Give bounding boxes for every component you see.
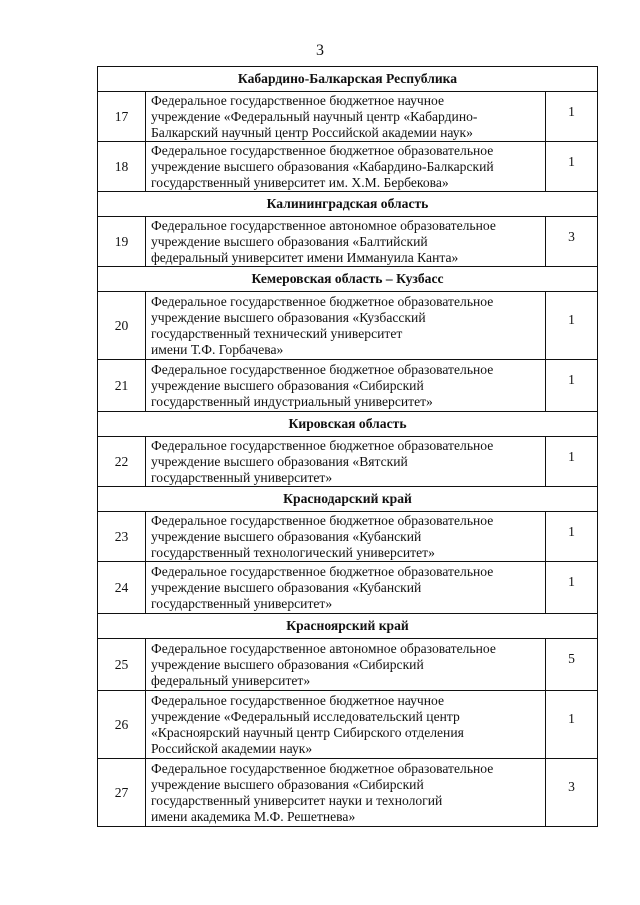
- row-number: 25: [98, 639, 146, 691]
- row-number: 23: [98, 512, 146, 562]
- table-row: [98, 217, 598, 267]
- table-row: [98, 691, 598, 759]
- quantity: 1: [546, 292, 598, 360]
- table-row: [98, 759, 598, 827]
- quantity: 3: [546, 759, 598, 827]
- table-row: [98, 437, 598, 487]
- row-number: 24: [98, 562, 146, 614]
- row-number: 17: [98, 92, 146, 142]
- quantity: 1: [546, 142, 598, 192]
- region-header-row: [98, 614, 598, 639]
- region-name: Кабардино-Балкарская Республика: [98, 67, 598, 92]
- institution-name: Федеральное государственное автономное образовательное учреждение высшего образования «Балтийский федеральный университет имени Иммануила Канта»: [146, 217, 546, 267]
- table-row: [98, 512, 598, 562]
- table-row: [98, 142, 598, 192]
- region-header-row: [98, 487, 598, 512]
- row-number: 21: [98, 360, 146, 412]
- region-header-row: [98, 192, 598, 217]
- institution-name: Федеральное государственное бюджетное образовательное учреждение высшего образования «Вятский государственный университет»: [146, 437, 546, 487]
- quantity: 1: [546, 92, 598, 142]
- row-number: 19: [98, 217, 146, 267]
- region-name: Кировская область: [98, 412, 598, 437]
- institution-name: Федеральное государственное бюджетное образовательное учреждение высшего образования «Кабардино-Балкарский государственный университет им. Х.М. Бербекова»: [146, 142, 546, 192]
- region-header-row: [98, 267, 598, 292]
- quantity: 1: [546, 691, 598, 759]
- quantity: 1: [546, 512, 598, 562]
- institution-name: Федеральное государственное бюджетное образовательное учреждение высшего образования «Сибирский государственный университет науки и технологий имени академика М.Ф. Решетнева»: [146, 759, 546, 827]
- row-number: 18: [98, 142, 146, 192]
- table-row: [98, 292, 598, 360]
- table-row: [98, 639, 598, 691]
- institutions-table: [97, 66, 598, 827]
- region-name: Калининградская область: [98, 192, 598, 217]
- quantity: 5: [546, 639, 598, 691]
- institution-name: Федеральное государственное бюджетное образовательное учреждение высшего образования «Кубанский государственный университет»: [146, 562, 546, 614]
- table-row: [98, 360, 598, 412]
- institution-name: Федеральное государственное бюджетное образовательное учреждение высшего образования «Кубанский государственный технологический университет»: [146, 512, 546, 562]
- page-number: 3: [316, 42, 324, 59]
- region-header-row: [98, 412, 598, 437]
- table-row: [98, 92, 598, 142]
- region-name: Кемеровская область – Кузбасс: [98, 267, 598, 292]
- institution-name: Федеральное государственное бюджетное образовательное учреждение высшего образования «Кузбасский государственный технический университет имени Т.Ф. Горбачева»: [146, 292, 546, 360]
- quantity: 3: [546, 217, 598, 267]
- institution-name: Федеральное государственное бюджетное научное учреждение «Федеральный научный центр «Кабардино- Балкарский научный центр Российской академии наук»: [146, 92, 546, 142]
- institution-name: Федеральное государственное бюджетное научное учреждение «Федеральный исследовательский центр «Красноярский научный центр Сибирского отделения Российской академии наук»: [146, 691, 546, 759]
- row-number: 22: [98, 437, 146, 487]
- row-number: 27: [98, 759, 146, 827]
- quantity: 1: [546, 437, 598, 487]
- region-name: Краснодарский край: [98, 487, 598, 512]
- region-name: Красноярский край: [98, 614, 598, 639]
- row-number: 26: [98, 691, 146, 759]
- institution-name: Федеральное государственное бюджетное образовательное учреждение высшего образования «Сибирский государственный индустриальный университет»: [146, 360, 546, 412]
- table-row: [98, 562, 598, 614]
- quantity: 1: [546, 360, 598, 412]
- row-number: 20: [98, 292, 146, 360]
- region-header-row: [98, 67, 598, 92]
- institution-name: Федеральное государственное автономное образовательное учреждение высшего образования «Сибирский федеральный университет»: [146, 639, 546, 691]
- quantity: 1: [546, 562, 598, 614]
